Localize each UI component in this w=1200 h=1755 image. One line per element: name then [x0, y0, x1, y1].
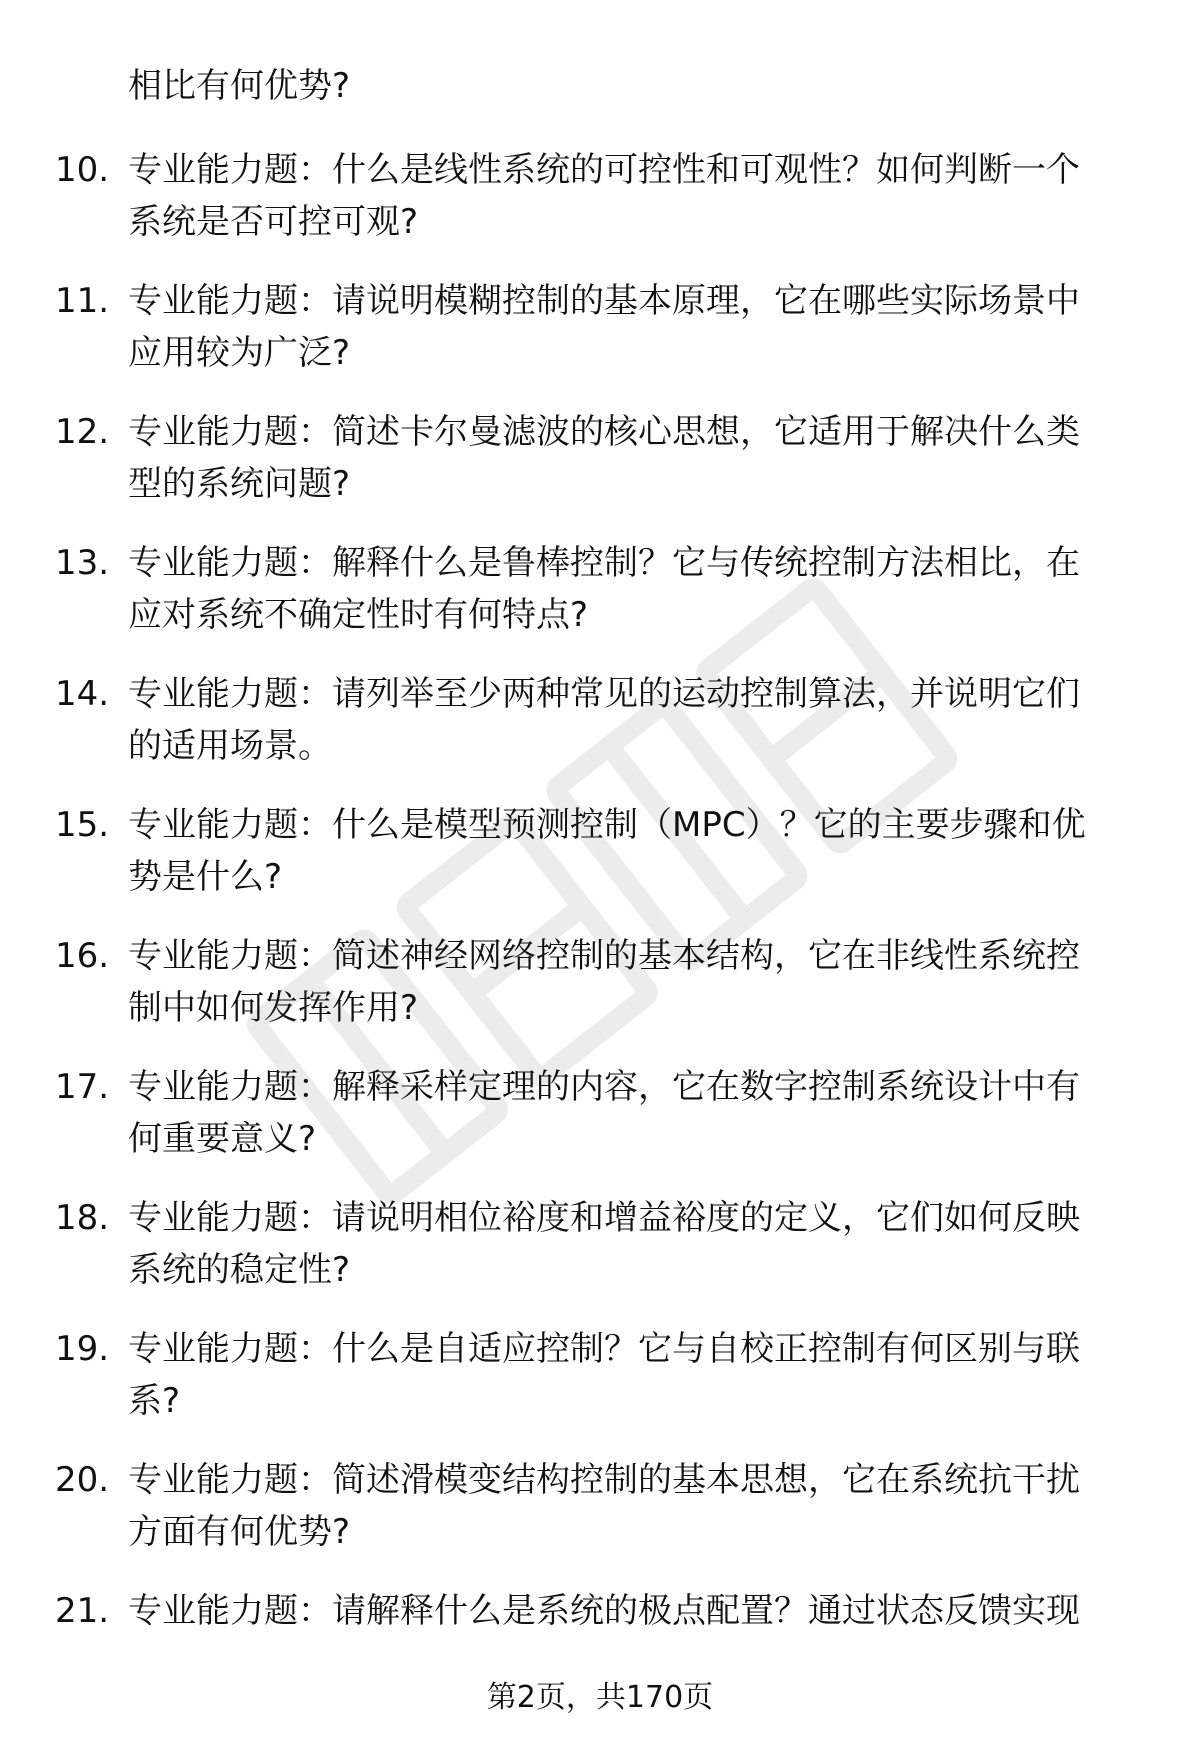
question-number: 14. — [55, 674, 110, 714]
question-text — [128, 537, 1148, 641]
question-number: 20. — [55, 1460, 110, 1500]
question-line: 系统的稳定性? — [128, 1250, 351, 1290]
question-line: 专业能力题：请说明相位裕度和增益裕度的定义，它们如何反映 — [128, 1198, 1080, 1238]
question-line: 专业能力题：什么是自适应控制？它与自校正控制有何区别与联 — [128, 1329, 1080, 1369]
list-item — [0, 144, 1200, 275]
question-text — [128, 799, 1148, 903]
question-text — [128, 275, 1148, 379]
list-item — [0, 1061, 1200, 1192]
question-line: 专业能力题：请说明模糊控制的基本原理，它在哪些实际场景中 — [128, 281, 1080, 321]
list-item — [0, 799, 1200, 930]
question-line: 专业能力题：解释什么是鲁棒控制？它与传统控制方法相比，在 — [128, 543, 1080, 583]
question-number: 16. — [55, 936, 110, 976]
question-number: 12. — [55, 412, 110, 452]
question-number: 11. — [55, 281, 110, 321]
question-number: 15. — [55, 805, 110, 845]
question-line: 的适用场景。 — [128, 726, 332, 766]
question-line: 专业能力题：什么是线性系统的可控性和可观性？如何判断一个 — [128, 150, 1080, 190]
question-line: 系? — [128, 1381, 181, 1421]
question-text — [128, 1061, 1148, 1165]
question-line: 专业能力题：请列举至少两种常见的运动控制算法，并说明它们 — [128, 674, 1080, 714]
question-text — [128, 1454, 1148, 1558]
question-text — [128, 930, 1148, 1034]
question-line: 专业能力题：简述神经网络控制的基本结构，它在非线性系统控 — [128, 936, 1080, 976]
question-list — [0, 144, 1200, 1716]
question-line: 何重要意义? — [128, 1119, 317, 1159]
continuation-text: 相比有何优势? — [128, 66, 351, 106]
question-line: 专业能力题：解释采样定理的内容，它在数字控制系统设计中有 — [128, 1067, 1080, 1107]
list-item — [0, 275, 1200, 406]
list-item — [0, 406, 1200, 537]
question-text — [128, 1192, 1148, 1296]
list-item — [0, 668, 1200, 799]
question-number: 17. — [55, 1067, 110, 1107]
question-text — [128, 1585, 1148, 1637]
question-line: 势是什么? — [128, 857, 283, 897]
question-line: 专业能力题：简述滑模变结构控制的基本思想，它在系统抗干扰 — [128, 1460, 1080, 1500]
question-text — [128, 144, 1148, 248]
list-item — [0, 1454, 1200, 1585]
question-line: 应对系统不确定性时有何特点? — [128, 595, 589, 635]
question-line: 专业能力题：请解释什么是系统的极点配置？通过状态反馈实现 — [128, 1591, 1080, 1631]
question-number: 21. — [55, 1591, 110, 1631]
question-text — [128, 1323, 1148, 1427]
list-item — [0, 537, 1200, 668]
question-line: 应用较为广泛? — [128, 333, 351, 373]
list-item — [0, 1323, 1200, 1454]
question-number: 18. — [55, 1198, 110, 1238]
question-line: 专业能力题：简述卡尔曼滤波的核心思想，它适用于解决什么类 — [128, 412, 1080, 452]
page-footer: 第2页，共170页 — [486, 1680, 714, 1715]
question-line: 制中如何发挥作用? — [128, 988, 419, 1028]
question-number: 10. — [55, 150, 110, 190]
question-number: 19. — [55, 1329, 110, 1369]
question-line: 专业能力题：什么是模型预测控制（MPC）？它的主要步骤和优 — [128, 805, 1086, 845]
list-item — [0, 930, 1200, 1061]
question-text — [128, 668, 1148, 772]
question-text — [128, 406, 1148, 510]
question-line: 型的系统问题? — [128, 464, 351, 504]
question-number: 13. — [55, 543, 110, 583]
question-line: 系统是否可控可观? — [128, 202, 419, 242]
list-item — [0, 1192, 1200, 1323]
question-line: 方面有何优势? — [128, 1512, 351, 1552]
